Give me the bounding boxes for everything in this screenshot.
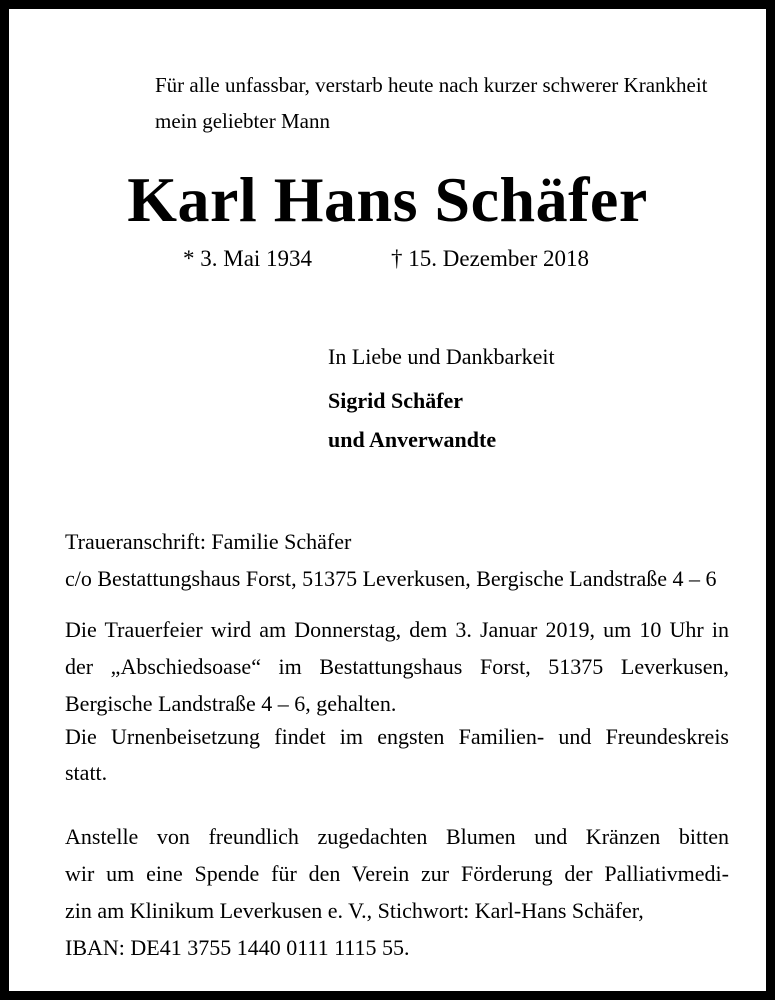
ceremony-line-4: Die Urnenbeisetzung findet im engsten Familien- und Freundeskreis bbox=[65, 724, 729, 749]
address-line-2: c/o Bestattungshaus Forst, 51375 Leverkusen, Bergische Landstraße 4 – 6 bbox=[65, 566, 717, 591]
ceremony-line-2: der „Abschiedsoase“ im Bestattungshaus Forst, 51375 Leverkusen, bbox=[65, 654, 729, 679]
death-date: † 15. Dezember 2018 bbox=[391, 246, 589, 271]
donation-line-2: wir um eine Spende für den Verein zur Förderung der Palliativmedi- bbox=[65, 861, 729, 886]
birth-date: * 3. Mai 1934 bbox=[183, 246, 313, 271]
deceased-name: Karl Hans Schäfer bbox=[127, 164, 648, 235]
ceremony-line-3: Bergische Landstraße 4 – 6, gehalten. bbox=[65, 691, 397, 716]
signature-greeting: In Liebe und Dankbarkeit bbox=[328, 344, 555, 369]
ceremony-line-5: statt. bbox=[65, 760, 108, 785]
donation-iban: IBAN: DE41 3755 1440 0111 1115 55. bbox=[65, 935, 410, 960]
signature-relatives: und Anverwandte bbox=[328, 427, 497, 452]
intro-line-2: mein geliebter Mann bbox=[155, 109, 330, 133]
donation-line-1: Anstelle von freundlich zugedachten Blumen und Kränzen bitten bbox=[65, 824, 729, 849]
ceremony-line-1: Die Trauerfeier wird am Donnerstag, dem 3. Januar 2019, um 10 Uhr in bbox=[65, 617, 729, 642]
donation-line-3: zin am Klinikum Leverkusen e. V., Stichwort: Karl-Hans Schäfer, bbox=[65, 898, 644, 923]
intro-line-1: Für alle unfassbar, verstarb heute nach kurzer schwerer Krankheit bbox=[155, 73, 708, 97]
signature-name: Sigrid Schäfer bbox=[328, 388, 464, 413]
address-line-1: Traueranschrift: Familie Schäfer bbox=[65, 529, 352, 554]
